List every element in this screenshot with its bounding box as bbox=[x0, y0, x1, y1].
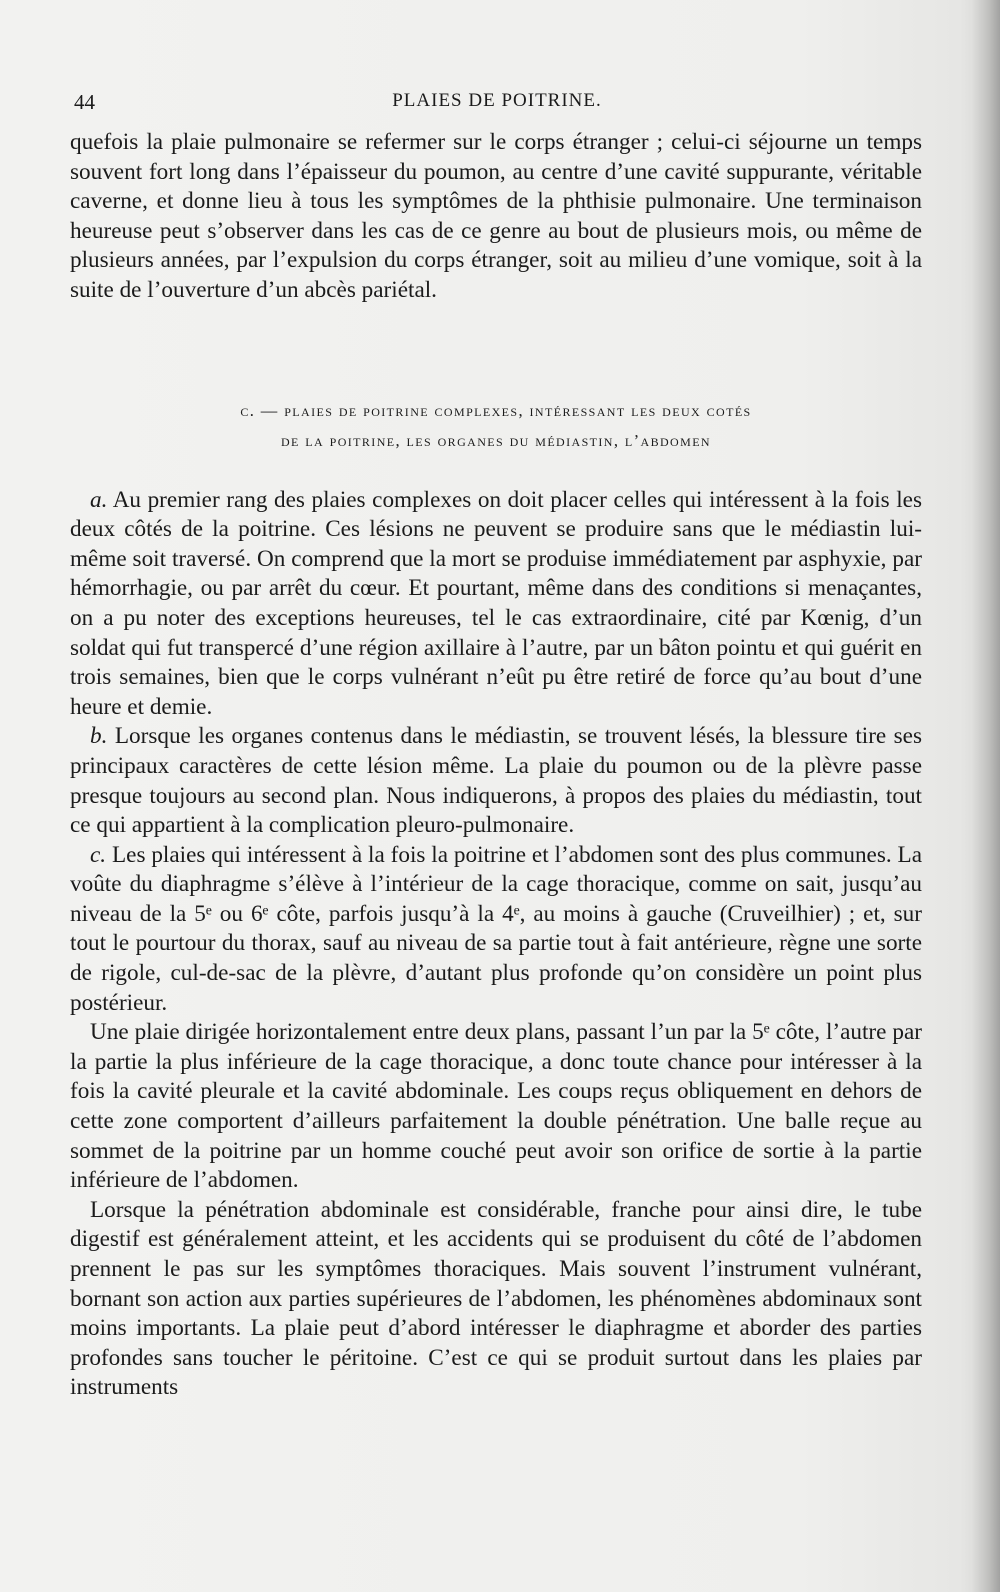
item-a-paragraph bbox=[70, 486, 922, 723]
page-number: 44 bbox=[74, 90, 95, 114]
section-heading-line-2: de la poitrine, les organes du médiastin, l’abdomen bbox=[280, 430, 711, 450]
item-c-paragraph bbox=[70, 841, 922, 1019]
paragraph-continued: quefois la plaie pulmonaire se refermer sur le corps étranger ; celui-ci séjourne un temps souvent fort long dans l’épaisseur du poumon, au centre d’une cavité suppurante, véritable caverne, et donne lieu à tous les symptômes de la phthisie pulmonaire. Une terminaison heureuse peut s’observer dans les cas de ce genre au bout de plusieurs mois, ou même de plusieurs années, par l’expulsion du corps étranger, soit au milieu d’une vomique, soit à la suite de l’ouverture d’un abcès pariétal. bbox=[70, 129, 922, 303]
page-header bbox=[74, 90, 920, 120]
item-b-text: Lorsque les organes contenus dans le médiastin, se trouvent lésés, la blessure tire ses principaux caractères de cette lésion même. La plaie du poumon ou de la plèvre passe presque toujours au second plan. Nous indiquerons, à propos des plaies du médiastin, tout ce qui appartient à la complication pleuro-pulmonaire. bbox=[70, 723, 923, 839]
section-heading bbox=[70, 396, 922, 456]
item-b-marker: b. bbox=[90, 723, 108, 750]
item-c-text: Les plaies qui intéressent à la fois la poitrine et l’abdomen sont des plus communes. La voûte du diaphragme s’élève à l’intérieur de la cage thoracique, comme on sait, jusqu’au niveau de la 5ᵉ ou 6ᵉ côte, parfois jusqu’à la 4ᵉ, au moins à gauche (Cruveilhier) ; et, sur tout le pourtour du thorax, sauf au niveau de sa partie tout à fait antérieure, règne une sorte de rigole, cul-de-sac de la plèvre, d’autant plus profonde qu’on considère un point plus postérieur. bbox=[70, 841, 923, 1016]
running-title: PLAIES DE POITRINE. bbox=[392, 90, 602, 111]
item-a-text: Au premier rang des plaies complexes on doit placer celles qui intéressent à la fois les deux côtés de la poitrine. Ces lésions ne peuvent se produire sans que le médiastin lui-même soit traversé. On comprend que la mort se produise immédiatement par asphyxie, par hémorrhagie, ou par arrêt du cœur. Et pourtant, même dans des conditions si menaçantes, on a pu noter des exceptions heureuses, tel le cas extraordinaire, cité par Kœnig, d’un soldat qui fut transpercé d’une région axillaire à l’autre, par un bâton pointu et qui guérit en trois semaines, bien que le corps vulnérant n’eût pu être retiré de force qu’au bout d’une heure et demie. bbox=[70, 486, 922, 720]
item-b-paragraph bbox=[70, 722, 922, 840]
page-body bbox=[70, 128, 922, 1403]
item-a-marker: a. bbox=[90, 486, 108, 513]
section-heading-line-1: c. — plaies de poitrine complexes, intéressant les deux cotés bbox=[240, 400, 752, 420]
item-c-marker: c. bbox=[90, 841, 107, 868]
paragraph: Une plaie dirigée horizontalement entre deux plans, passant l’un par la 5ᵉ côte, l’autre par la partie la plus inférieure de la cage thoracique, a donc toute chance pour intéresser à la fois la cavité pleurale et la cavité abdominale. Les coups reçus obliquement en dehors de cette zone comportent d’ailleurs parfaitement la double pénétration. Une balle reçue au sommet de la poitrine par un homme couché peut avoir son orifice de sortie à la partie inférieure de l’abdomen. bbox=[70, 1019, 922, 1194]
paragraph: Lorsque la pénétration abdominale est considérable, franche pour ainsi dire, le tube digestif est généralement atteint, et les accidents qui se produisent du côté de l’abdomen prennent le pas sur les symptômes thoraciques. Mais souvent l’instrument vulnérant, bornant son action aux parties supérieures de l’abdomen, les phénomènes abdominaux sont moins importants. La plaie peut d’abord intéresser le diaphragme et aborder des parties profondes sans toucher le péritoine. C’est ce qui se produit surtout dans les plaies par instruments bbox=[70, 1196, 922, 1401]
page-edge-shadow bbox=[972, 0, 1000, 1592]
